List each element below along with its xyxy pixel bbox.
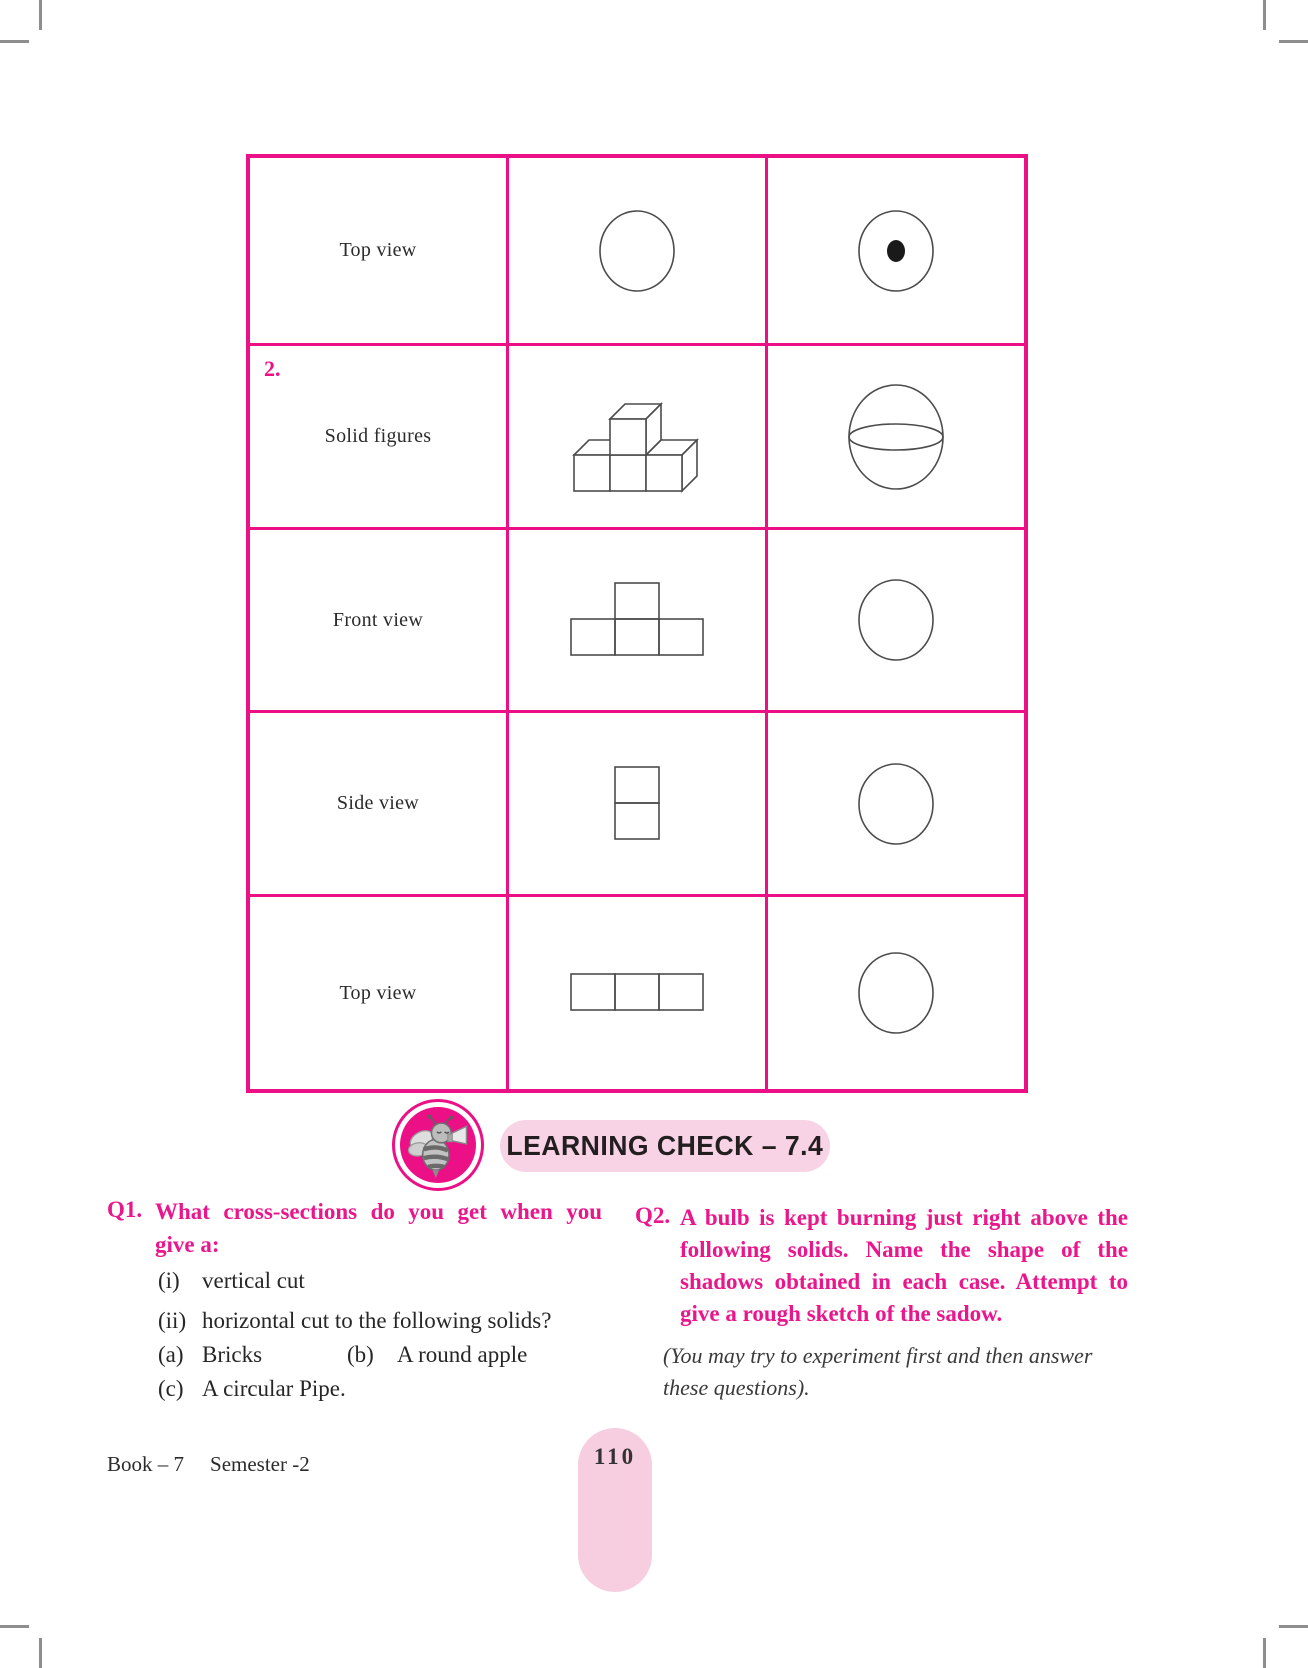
crop-mark-top-right-h xyxy=(1279,40,1308,43)
q1-item-i-text: vertical cut xyxy=(202,1268,305,1293)
footer-book-label: Book – 7 xyxy=(107,1452,185,1476)
q1-item-i xyxy=(158,1268,305,1294)
crop-mark-bottom-left-h xyxy=(0,1625,29,1628)
item-number: 2. xyxy=(264,356,281,381)
q1-item-ii-text: horizontal cut to the following solids? xyxy=(202,1308,552,1333)
q1-item-c-marker: (c) xyxy=(158,1376,184,1401)
q2-prompt-line-1: A bulb is kept burning just right above the xyxy=(680,1205,1128,1230)
crop-mark-top-right-v xyxy=(1263,0,1266,30)
bee-mascot-badge xyxy=(392,1099,484,1191)
q1-item-ii xyxy=(158,1308,551,1334)
t-shape-figure xyxy=(569,582,705,658)
table-cell-figure-circle xyxy=(509,158,765,343)
q2-number: Q2. xyxy=(635,1203,671,1228)
question-2 xyxy=(635,1203,1130,1403)
crop-mark-bottom-left-v xyxy=(39,1638,42,1668)
table-cell-figure-circle xyxy=(768,897,1024,1089)
table-cell-label-solid-figures xyxy=(250,346,506,527)
cubes-figure xyxy=(571,380,703,494)
row-label: Side view xyxy=(336,792,420,814)
q1-item-c xyxy=(158,1376,346,1402)
q2-prompt-line-4: give a rough sketch of the sadow. xyxy=(680,1301,1003,1326)
views-table xyxy=(246,154,1028,1093)
footer-semester-label: Semester -2 xyxy=(210,1452,310,1476)
table-cell-figure-sphere xyxy=(768,346,1024,527)
row-label: Top view xyxy=(339,239,417,261)
bee-mascot-disc xyxy=(400,1107,476,1183)
table-cell-label-top-view-2 xyxy=(250,897,506,1089)
q1-prompt-line-2: give a: xyxy=(155,1232,220,1257)
circle-figure xyxy=(856,577,936,663)
q1-number: Q1. xyxy=(107,1197,143,1222)
page-number: 110 xyxy=(593,1444,637,1469)
q2-prompt-line-2: following solids. Name the shape of the xyxy=(680,1237,1128,1262)
q2-prompt-line-3: shadows obtained in each case. Attempt to xyxy=(680,1269,1128,1294)
square-row-figure xyxy=(569,973,705,1013)
table-cell-figure-stacked-squares xyxy=(509,713,765,894)
crop-mark-top-left-h xyxy=(0,40,29,43)
circle-figure xyxy=(597,208,677,294)
circle-with-dot-figure xyxy=(856,208,936,294)
row-label: Top view xyxy=(339,981,417,1004)
table-cell-figure-t-shape xyxy=(509,530,765,710)
footer xyxy=(107,1452,310,1477)
q1-item-a-marker: (a) xyxy=(158,1342,184,1367)
circle-figure xyxy=(856,950,936,1036)
crop-mark-bottom-right-h xyxy=(1279,1625,1308,1628)
crop-mark-bottom-right-v xyxy=(1263,1638,1266,1668)
q2-note-line-1: (You may try to experiment first and then answer xyxy=(663,1343,1093,1368)
table-cell-figure-square-row xyxy=(509,897,765,1089)
table-cell-label-top-view-1 xyxy=(250,158,506,343)
q1-prompt-line-1: What cross-sections do you get when you xyxy=(155,1199,602,1224)
table-cell-figure-circle-dot xyxy=(768,158,1024,343)
q1-item-b-text: A round apple xyxy=(397,1342,528,1367)
table-cell-figure-circle xyxy=(768,713,1024,894)
sphere-figure xyxy=(846,383,946,491)
q2-note-line-2: these questions). xyxy=(663,1375,810,1400)
row-label: Front view xyxy=(332,608,424,631)
q1-item-ii-marker: (ii) xyxy=(158,1308,187,1333)
bee-with-megaphone-icon xyxy=(403,1110,473,1180)
circle-figure xyxy=(856,761,936,847)
learning-check-banner xyxy=(500,1120,830,1172)
q1-item-a-text: Bricks xyxy=(202,1342,263,1367)
q1-items-a-b xyxy=(158,1342,527,1368)
table-cell-figure-cubes xyxy=(509,346,765,527)
crop-mark-top-left-v xyxy=(39,0,42,30)
q1-item-i-marker: (i) xyxy=(158,1268,180,1293)
page-number-pill xyxy=(578,1428,652,1592)
learning-check-title: LEARNING CHECK – 7.4 xyxy=(506,1130,824,1161)
table-cell-figure-circle xyxy=(768,530,1024,710)
q1-item-b-marker: (b) xyxy=(347,1342,374,1367)
table-cell-label-side-view xyxy=(250,713,506,894)
row-label: Solid figures xyxy=(324,425,432,447)
question-1 xyxy=(107,1197,612,1417)
table-cell-label-front-view xyxy=(250,530,506,710)
stacked-squares-figure xyxy=(613,766,661,842)
q1-item-c-text: A circular Pipe. xyxy=(202,1376,346,1401)
